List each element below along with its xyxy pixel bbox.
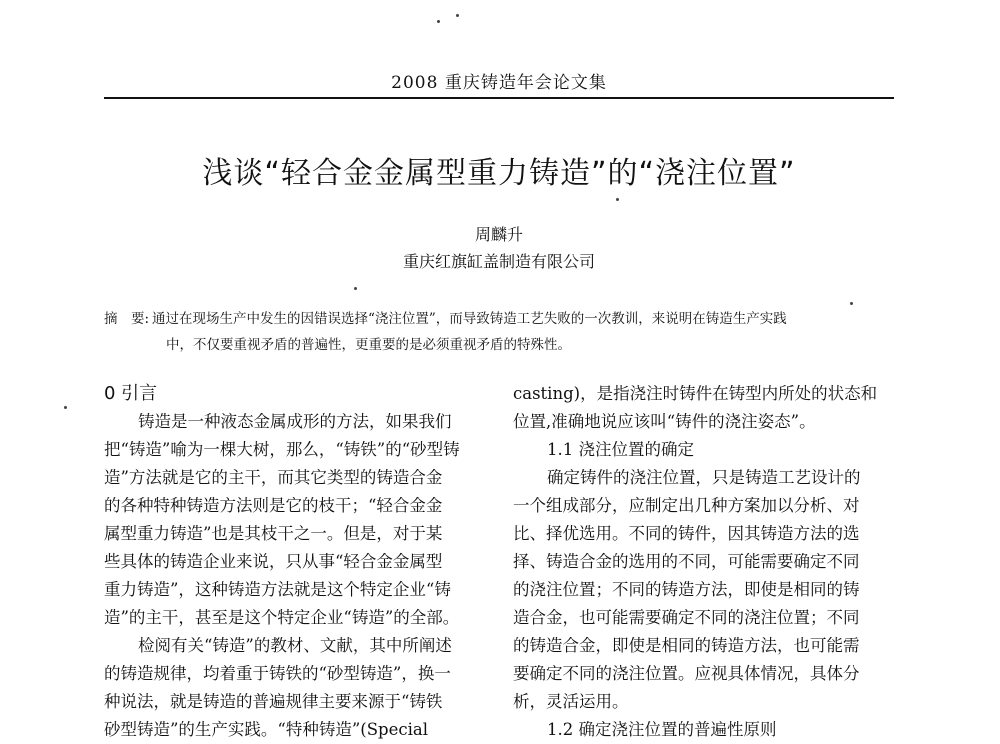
section-heading: 0 引言 <box>104 383 158 404</box>
paragraph-line: 比、择优选用。不同的铸件，因其铸造方法的选 <box>513 524 860 543</box>
left-column <box>104 380 492 744</box>
paragraph-line: 析，灵活运用。 <box>513 692 629 711</box>
journal-header: 2008 重庆铸造年会论文集 <box>391 73 607 93</box>
paragraph-line: 的各种特种铸造方法则是它的枝干；“轻合金金 <box>104 496 443 515</box>
paragraph-line: 的铸造合金，即使是相同的铸造方法，也可能需 <box>513 636 860 655</box>
paper-title: 浅谈“轻合金金属型重力铸造”的“浇注位置” <box>202 156 796 191</box>
scan-speck <box>354 287 357 290</box>
abstract-body <box>152 306 894 358</box>
paragraph-line: 一个组成部分，应制定出几种方案加以分析、对 <box>513 496 860 515</box>
abstract-line: 中，不仅要重视矛盾的普遍性，更重要的是必须重视矛盾的特殊性。 <box>166 337 571 353</box>
author-name: 周麟升 <box>474 225 523 244</box>
abstract-line: 通过在现场生产中发生的因错误选择“浇注位置”，而导致铸造工艺失败的一次教训，来说明在铸造生产实践 <box>152 311 787 327</box>
header-rule <box>104 97 894 99</box>
paragraph-line: 要确定不同的浇注位置。应视具体情况，具体分 <box>513 664 860 683</box>
paragraph-line: 重力铸造”，这种铸造方法就是这个特定企业“铸 <box>104 580 451 599</box>
paragraph-line: 砂型铸造”的生产实践。“特种铸造”(Special <box>104 720 429 739</box>
right-column <box>513 380 897 744</box>
paragraph-line: 造”方法就是它的主干，而其它类型的铸造合金 <box>104 468 443 487</box>
scan-speck <box>456 14 459 17</box>
paragraph-line: casting)，是指浇注时铸件在铸型内所处的状态和 <box>513 384 878 403</box>
paragraph-line: 些具体的铸造企业来说，只从事“轻合金金属型 <box>104 552 443 571</box>
scan-speck <box>850 302 853 305</box>
paragraph-line: 属型重力铸造”也是其枝干之一。但是，对于某 <box>104 524 443 543</box>
paragraph-line: 检阅有关“铸造”的教材、文献，其中所阐述 <box>138 636 452 655</box>
paragraph-line: 择、铸造合金的选用的不同，可能需要确定不同 <box>513 552 860 571</box>
paragraph-line: 造”的主干，甚至是这个特定企业“铸造”的全部。 <box>104 608 460 627</box>
paragraph-line: 铸造是一种液态金属成形的方法，如果我们 <box>138 412 452 431</box>
subsection-heading: 1.2 确定浇注位置的普遍性原则 <box>547 720 777 739</box>
paragraph-line: 造合金，也可能需要确定不同的浇注位置；不同 <box>513 608 860 627</box>
author-affiliation: 重庆红旗缸盖制造有限公司 <box>402 252 595 271</box>
paragraph-line: 把“铸造”喻为一棵大树，那么，“铸铁”的“砂型铸 <box>104 440 460 459</box>
paragraph-line: 位置,准确地说应该叫“铸件的浇注姿态”。 <box>513 412 816 431</box>
scan-speck <box>437 20 440 23</box>
paragraph-line: 的铸造规律，均着重于铸铁的“砂型铸造”，换一 <box>104 664 451 683</box>
abstract-label: 摘 要: <box>104 311 150 327</box>
paragraph-line: 的浇注位置；不同的铸造方法，即使是相同的铸 <box>513 580 860 599</box>
paragraph-line: 种说法，就是铸造的普遍规律主要来源于“铸铁 <box>104 692 443 711</box>
subsection-heading: 1.1 浇注位置的确定 <box>547 440 694 459</box>
paragraph-line: 确定铸件的浇注位置，只是铸造工艺设计的 <box>547 468 861 487</box>
scan-speck <box>64 406 67 409</box>
scan-speck <box>616 198 619 201</box>
